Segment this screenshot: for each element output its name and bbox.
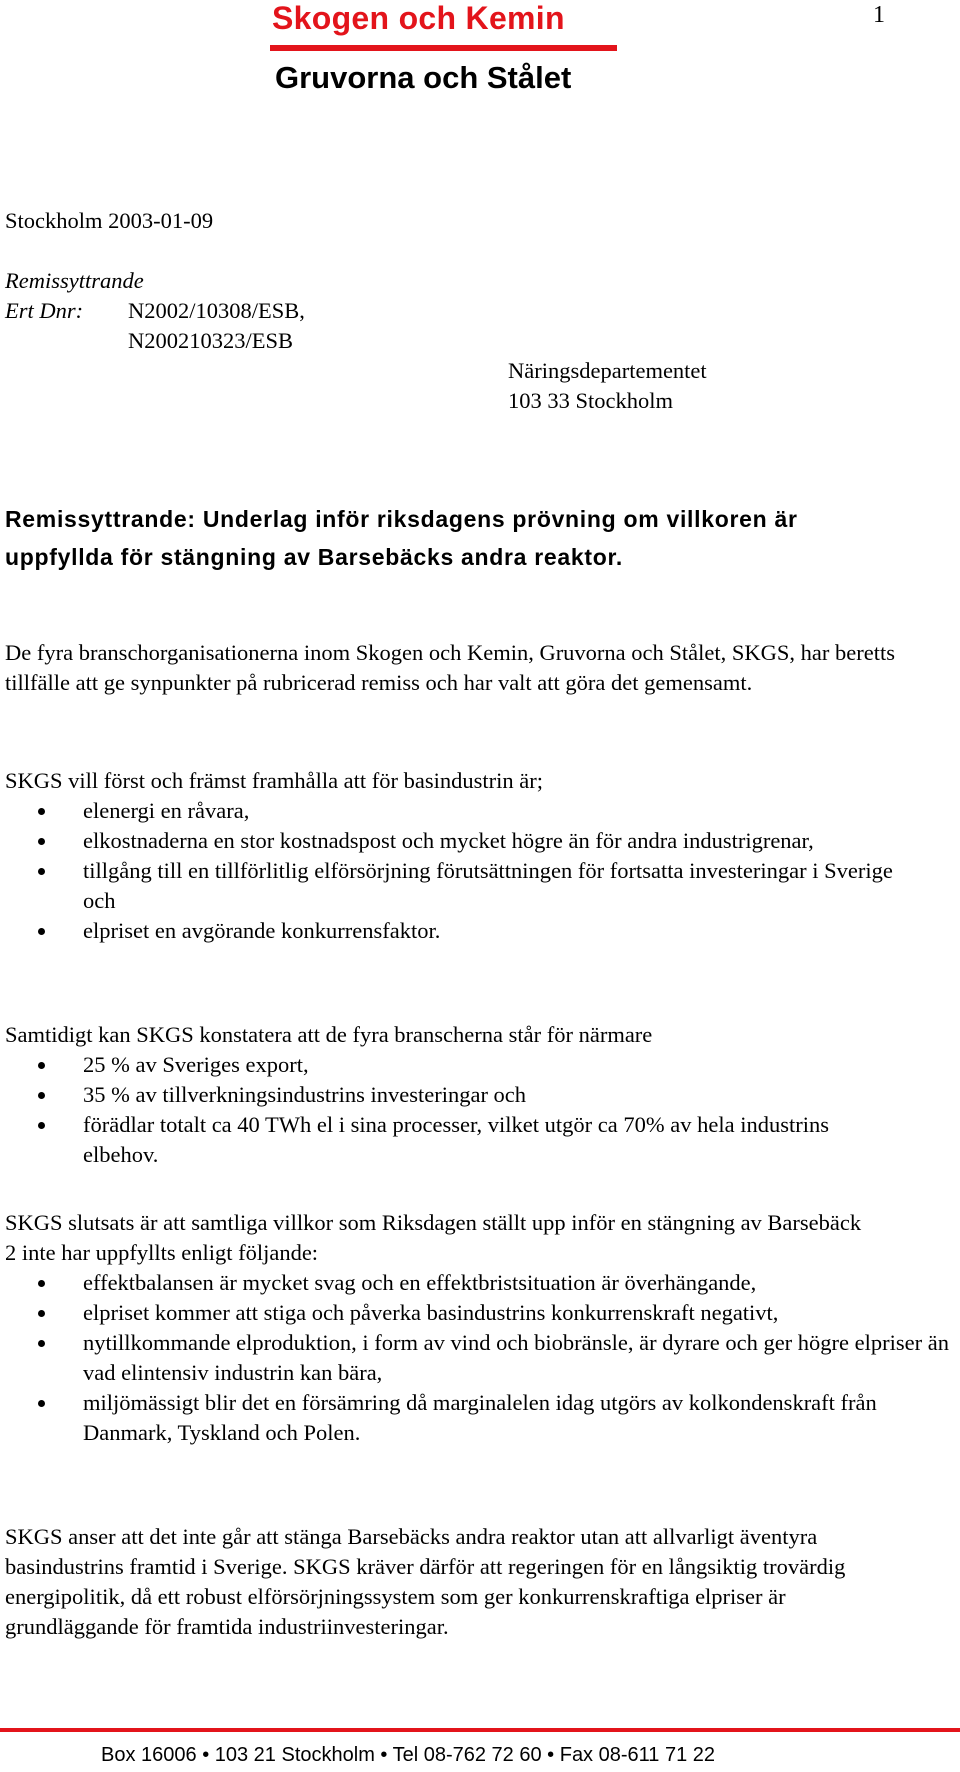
section1-list bbox=[0, 796, 900, 946]
footer-contact: Box 16006 • 103 21 Stockholm • Tel 08-762 72 60 • Fax 08-611 71 22 bbox=[101, 1744, 716, 1766]
section3-lead: SKGS slutsats är att samtliga villkor som Riksdagen ställt upp inför en stängning av Barsebäck 2 inte har uppfyllts enligt följande: bbox=[5, 1210, 862, 1265]
intro-paragraph: De fyra branschorganisationerna inom Skogen och Kemin, Gruvorna och Stålet, SKGS, har beretts tillfälle att ge synpunkter på rubricerad remiss och har valt att göra det gemensamt. bbox=[5, 640, 895, 695]
list-item: tillgång till en tillförlitlig elförsörjning förutsättningen för fortsatta investeringar i Sverige och bbox=[0, 856, 900, 916]
bullet-icon bbox=[38, 1400, 45, 1407]
list-item: elkostnaderna en stor kostnadspost och mycket högre än för andra industrigrenar, bbox=[0, 826, 900, 856]
letterhead-org-line1: Skogen och Kemin bbox=[272, 0, 565, 36]
list-item: elpriset en avgörande konkurrensfaktor. bbox=[0, 916, 900, 946]
bullet-icon bbox=[38, 868, 45, 875]
section1-lead: SKGS vill först och främst framhålla att för basindustrin är; bbox=[5, 768, 544, 793]
bullet-icon bbox=[38, 1062, 45, 1069]
recipient-name: Näringsdepartementet bbox=[508, 358, 707, 383]
bullet-icon bbox=[38, 838, 45, 845]
footer-red-rule bbox=[0, 1728, 960, 1732]
list-item: elpriset kommer att stiga och påverka basindustrins konkurrenskraft negativt, bbox=[0, 1298, 903, 1328]
list-item: effektbalansen är mycket svag och en effektbristsituation är överhängande, bbox=[0, 1268, 900, 1298]
document-heading: Remissyttrande: Underlag inför riksdagens prövning om villkoren är uppfyllda för stängning av Barsebäcks andra reaktor. bbox=[5, 506, 798, 570]
section2-list bbox=[0, 1050, 900, 1170]
list-item: elenergi en råvara, bbox=[0, 796, 900, 826]
section3-list bbox=[0, 1268, 949, 1448]
letterhead-org-line2: Gruvorna och Stålet bbox=[275, 60, 572, 95]
reference-label: Ert Dnr: bbox=[5, 298, 84, 323]
reference-number-1: N2002/10308/ESB, bbox=[128, 298, 305, 323]
list-item: miljömässigt blir det en försämring då marginalelen idag utgörs av kolkondenskraft från Danmark, Tyskland och Polen. bbox=[0, 1388, 943, 1448]
list-item: 25 % av Sveriges export, bbox=[0, 1050, 900, 1080]
bullet-icon bbox=[38, 1122, 45, 1129]
recipient-address: 103 33 Stockholm bbox=[508, 388, 674, 413]
page-number: 1 bbox=[873, 2, 885, 28]
bullet-icon bbox=[38, 1310, 45, 1317]
conclusion-paragraph: SKGS anser att det inte går att stänga Barsebäcks andra reaktor utan att allvarligt äventyra basindustrins framtid i Sverige. SKGS kräver därför att regeringen för en långsiktig trovärdig energipolitik, då ett robust elförsörjningssystem som ger konkurrenskraftiga elpriser är grundläggande för framtida industriinvesteringar. bbox=[5, 1524, 846, 1639]
list-item: 35 % av tillverkningsindustrins investeringar och bbox=[0, 1080, 900, 1110]
section2-lead: Samtidigt kan SKGS konstatera att de fyra branscherna står för närmare bbox=[5, 1022, 653, 1047]
document-type: Remissyttrande bbox=[5, 268, 144, 293]
letterhead-red-rule bbox=[270, 45, 617, 51]
place-date: Stockholm 2003-01-09 bbox=[5, 208, 214, 233]
reference-number-2: N200210323/ESB bbox=[128, 328, 294, 353]
bullet-icon bbox=[38, 1092, 45, 1099]
bullet-icon bbox=[38, 808, 45, 815]
bullet-icon bbox=[38, 1340, 45, 1347]
bullet-icon bbox=[38, 928, 45, 935]
list-item: förädlar totalt ca 40 TWh el i sina processer, vilket utgör ca 70% av hela industrins elbehov. bbox=[0, 1110, 863, 1170]
bullet-icon bbox=[38, 1280, 45, 1287]
list-item: nytillkommande elproduktion, i form av vind och biobränsle, är dyrare och ger högre elpriser än vad elintensiv industrin kan bära, bbox=[0, 1328, 960, 1388]
